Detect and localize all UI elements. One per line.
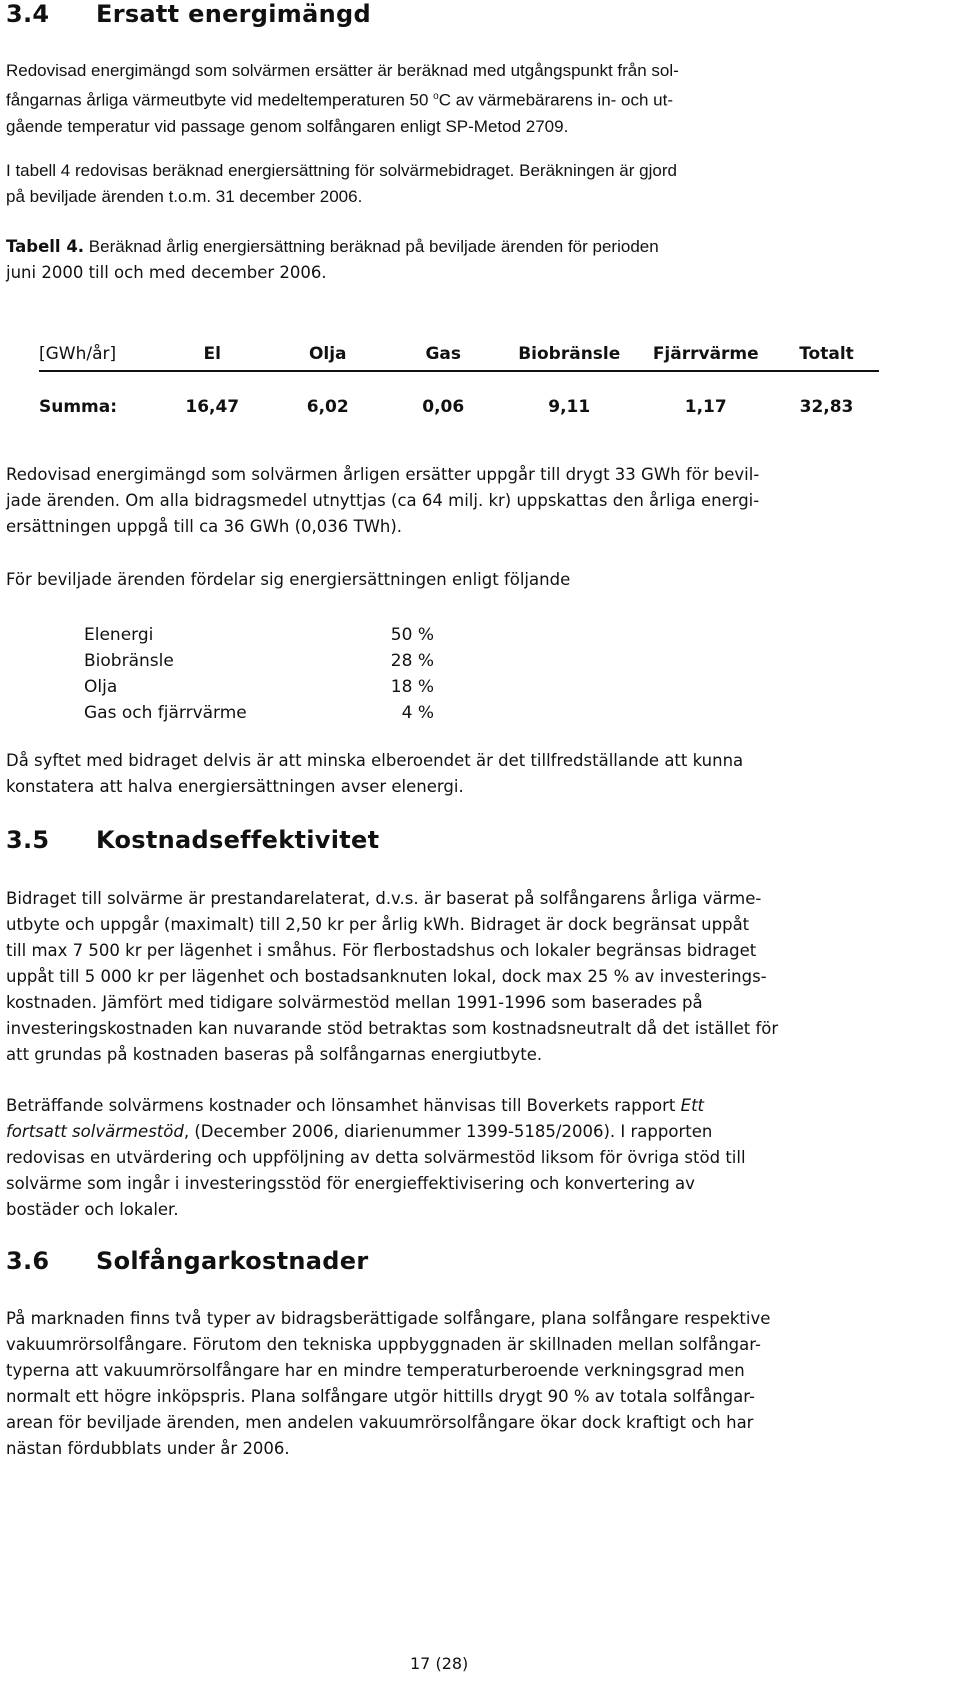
text-line: uppåt till 5 000 kr per lägenhet och bostadsanknuten lokal, dock max 25 % av investerings- bbox=[6, 967, 767, 986]
report-reference-paragraph bbox=[6, 1093, 746, 1223]
text-line: utbyte och uppgår (maximalt) till 2,50 kr per årlig kWh. Bidraget är dock begränsat uppåt bbox=[6, 915, 750, 934]
report-title-italic: fortsatt solvärmestöd bbox=[6, 1122, 184, 1141]
section-heading-3-6 bbox=[6, 1247, 368, 1275]
text-line: redovisas en utvärdering och uppföljning av detta solvärmestöd liksom för övriga stöd till bbox=[6, 1148, 746, 1167]
text-line: kostnaden. Jämfört med tidigare solvärmestöd mellan 1991-1996 som baserades på bbox=[6, 993, 703, 1012]
table-reference-paragraph bbox=[6, 158, 677, 210]
text-line: solvärme som ingår i investeringsstöd för energieffektivisering och konvertering av bbox=[6, 1174, 695, 1193]
list-item: Gas och fjärrvärme 4 % bbox=[84, 703, 434, 723]
table-caption: Tabell 4. Beräknad årlig energiersättning beräknad på beviljade ärenden för perioden juni 2000 till och med december 2006. bbox=[6, 234, 659, 286]
section-title: Solfångarkostnader bbox=[96, 1247, 369, 1275]
table-header-unit: [GWh/år] bbox=[39, 320, 155, 371]
text-line: I tabell 4 redovisas beräknad energiersättning för solvärmebidraget. Beräkningen är gjord bbox=[6, 161, 677, 180]
section-heading-3-5 bbox=[6, 826, 379, 854]
text-line: Beträffande solvärmens kostnader och lönsamhet hänvisas till Boverkets rapport Ett bbox=[6, 1096, 705, 1115]
list-item: Elenergi 50 % bbox=[84, 625, 434, 645]
table-header-totalt: Totalt bbox=[774, 320, 879, 371]
table-header-olja: Olja bbox=[270, 320, 386, 371]
list-item: Biobränsle 28 % bbox=[84, 651, 434, 671]
cost-paragraph bbox=[6, 886, 778, 1068]
distribution-intro: För beviljade ärenden fördelar sig energiersättningen enligt följande bbox=[6, 570, 571, 589]
text-line: investeringskostnaden kan nuvarande stöd betraktas som kostnadsneutralt då det istället för bbox=[6, 1019, 779, 1038]
conclusion-paragraph bbox=[6, 748, 743, 800]
text-line: typerna att vakuumrörsolfångare har en mindre temperaturberoende verkningsgrad men bbox=[6, 1361, 745, 1380]
energy-table bbox=[39, 320, 879, 442]
row-label: Summa: bbox=[39, 397, 118, 417]
text-line: fångarnas årliga värmeutbyte vid medeltemperaturen 50 $^o$C av värmebärarens in- och ut- bbox=[6, 90, 674, 110]
table-cell: 9,11 bbox=[548, 397, 591, 417]
table-header-el: El bbox=[155, 320, 271, 371]
text-line: Redovisad energimängd som solvärmen ersätter är beräknad med utgångspunkt från sol- bbox=[6, 61, 679, 80]
summary-paragraph bbox=[6, 462, 759, 540]
text-line: ersättningen uppgå till ca 36 GWh (0,036 TWh). bbox=[6, 517, 403, 536]
table-cell: 32,83 bbox=[799, 397, 854, 417]
page-number: 17 (28) bbox=[410, 1654, 469, 1673]
table-cell: 16,47 bbox=[185, 397, 240, 417]
text-line: konstatera att halva energiersättningen avser elenergi. bbox=[6, 777, 464, 796]
text-line: juni 2000 till och med december 2006. bbox=[6, 263, 327, 282]
text-line: arean för beviljade ärenden, men andelen vakuumrörsolfångare ökar dock kraftigt och har bbox=[6, 1413, 754, 1432]
caption-label: Tabell 4. bbox=[6, 237, 85, 256]
text-line: på beviljade ärenden t.o.m. 31 december 2006. bbox=[6, 187, 363, 206]
section-number: 3.5 bbox=[6, 826, 50, 854]
table-header-gas: Gas bbox=[386, 320, 502, 371]
list-item: Olja 18 % bbox=[84, 677, 434, 697]
text-line: På marknaden finns två typer av bidragsberättigade solfångare, plana solfångare respektive bbox=[6, 1309, 771, 1328]
text-line: till max 7 500 kr per lägenhet i småhus. För flerbostadshus och lokaler begränsas bidraget bbox=[6, 941, 757, 960]
table-header-biobransle: Biobränsle bbox=[501, 320, 638, 371]
collector-paragraph bbox=[6, 1306, 770, 1462]
section-heading-3-4 bbox=[6, 0, 371, 28]
text-line: bostäder och lokaler. bbox=[6, 1200, 179, 1219]
text-line: Redovisad energimängd som solvärmen årligen ersätter uppgår till drygt 33 GWh för bevil- bbox=[6, 465, 760, 484]
text-line: gående temperatur vid passage genom solfångaren enligt SP-Metod 2709. bbox=[6, 116, 569, 136]
text-line: Bidraget till solvärme är prestandarelaterat, d.v.s. är baserat på solfångarens årliga värme- bbox=[6, 889, 762, 908]
text-line: Då syftet med bidraget delvis är att minska elberoendet är det tillfredställande att kunna bbox=[6, 751, 744, 770]
section-title: Kostnadseffektivitet bbox=[96, 826, 380, 854]
text-line: jade ärenden. Om alla bidragsmedel utnyttjas (ca 64 milj. kr) uppskattas den årliga energi- bbox=[6, 491, 760, 510]
degree-superscript: o bbox=[433, 91, 439, 102]
table-cell: 6,02 bbox=[306, 397, 349, 417]
text-line: att grundas på kostnaden baseras på solfångarnas energiutbyte. bbox=[6, 1045, 543, 1064]
section-number: 3.4 bbox=[6, 0, 50, 28]
text-line: normalt ett högre inköpspris. Plana solfångare utgör hittills drygt 90 % av totala solfångar- bbox=[6, 1387, 755, 1406]
table-cell: 0,06 bbox=[422, 397, 465, 417]
report-title-italic: Ett bbox=[680, 1096, 705, 1115]
section-number: 3.6 bbox=[6, 1247, 50, 1275]
table-header-row bbox=[39, 320, 879, 371]
intro-paragraph bbox=[6, 58, 679, 140]
text-line: fortsatt solvärmestöd, (December 2006, diarienummer 1399-5185/2006). I rapporten bbox=[6, 1122, 713, 1141]
table-header-fjarrvarme: Fjärrvärme bbox=[638, 320, 775, 371]
text-line: nästan fördubblats under år 2006. bbox=[6, 1439, 290, 1458]
distribution-list bbox=[84, 622, 434, 726]
table-row bbox=[39, 371, 879, 442]
text-line: vakuumrörsolfångare. Förutom den tekniska uppbyggnaden är skillnaden mellan solfångar- bbox=[6, 1335, 761, 1354]
table-cell: 1,17 bbox=[684, 397, 727, 417]
section-title: Ersatt energimängd bbox=[96, 0, 371, 28]
